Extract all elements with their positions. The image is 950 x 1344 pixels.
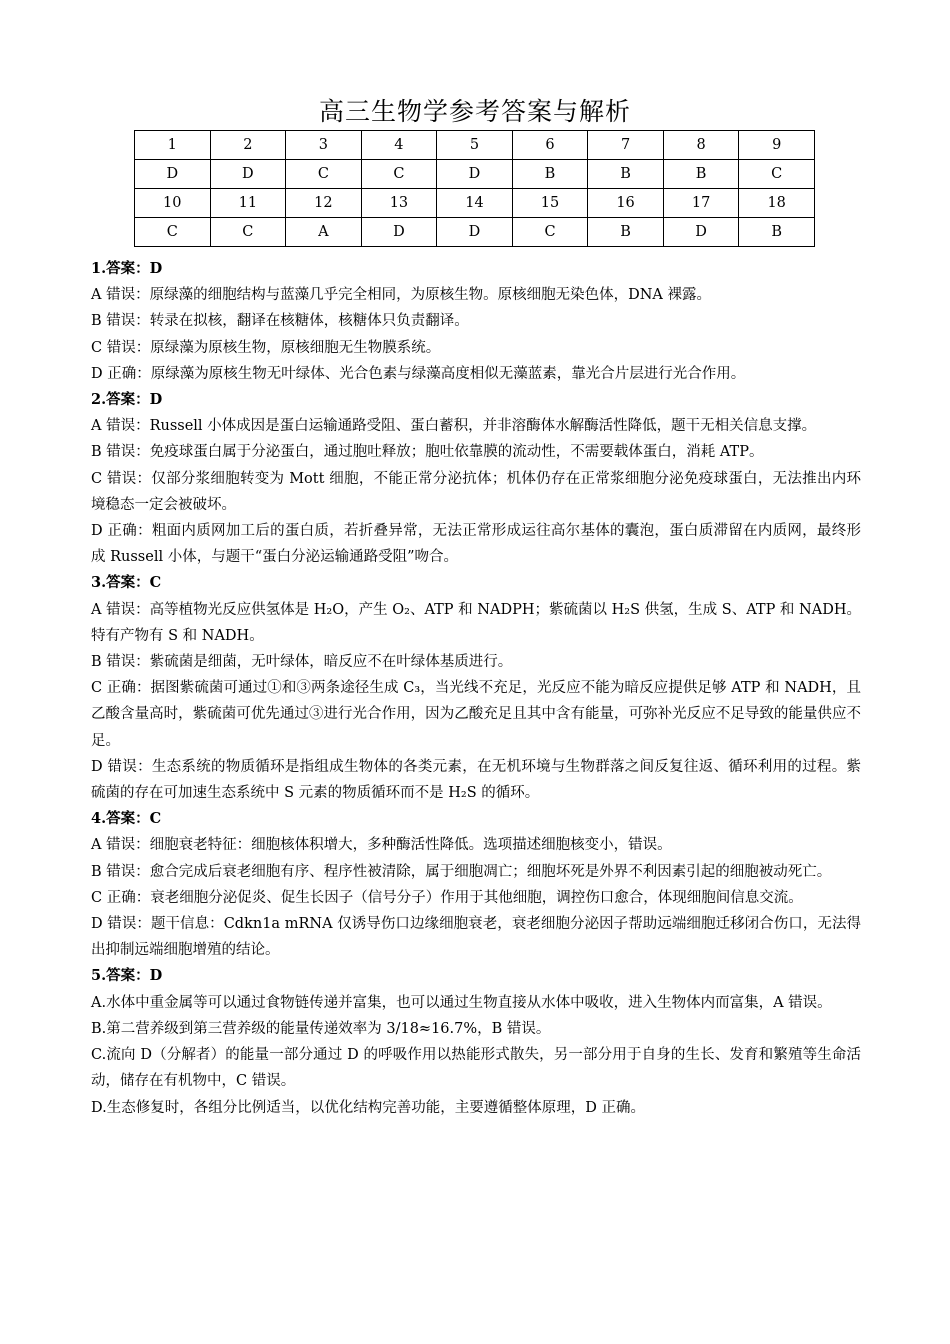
answer-cell: B [588,218,664,247]
question-number-cell: 11 [210,189,286,218]
explanation-line: D 正确：粗面内质网加工后的蛋白质，若折叠异常，无法正常形成运往高尔基体的囊泡，蛋白质滞留在内质网，最终形成 Russell 小体，与题干“蛋白分泌运输通路受阻”吻合。 [91,523,861,566]
question-number-cell: 2 [210,131,286,160]
answer-table [134,130,815,247]
question-number-row [135,131,815,160]
explanations [91,256,861,1121]
explanation-line: D.生态修复时，各组分比例适当，以优化结构完善功能，主要遵循整体原理，D 正确。 [91,1099,645,1116]
question-number-cell: 15 [512,189,588,218]
question-number-cell: 13 [361,189,437,218]
explanation-line: D 错误：题干信息：Cdkn1a mRNA 仅诱导伤口边缘细胞衰老，衰老细胞分泌因子帮助远端细胞迁移闭合伤口，无法得出抑制远端细胞增殖的结论。 [91,916,861,959]
question-number-cell: 12 [286,189,362,218]
question-heading: 3.答案：C [91,574,162,592]
question-number-cell: 4 [361,131,437,160]
answer-cell: D [663,218,739,247]
explanation-line: B.第二营养级到第三营养级的能量传递效率为 3/18≈16.7%，B 错误。 [91,1020,551,1037]
explanation-line: A.水体中重金属等可以通过食物链传递并富集，也可以通过生物直接从水体中吸收，进入生物体内而富集，A 错误。 [91,994,832,1011]
explanation-line: B 错误：紫硫菌是细菌，无叶绿体，暗反应不在叶绿体基质进行。 [91,654,513,671]
explanation-line: D 正确：原绿藻为原核生物无叶绿体、光合色素与绿藻高度相似无藻蓝素，靠光合片层进行光合作用。 [91,365,746,382]
answer-cell: C [739,160,815,189]
question-heading: 2.答案：D [91,391,163,409]
question-heading: 5.答案：D [91,967,163,985]
question-number-cell: 10 [135,189,211,218]
explanation-line: B 错误：愈合完成后衰老细胞有序、程序性被清除，属于细胞凋亡；细胞坏死是外界不利因素引起的细胞被动死亡。 [91,863,832,880]
explanation-line: A 错误：原绿藻的细胞结构与蓝藻几乎完全相同，为原核生物。原核细胞无染色体，DNA 裸露。 [91,287,711,304]
question-number-cell: 3 [286,131,362,160]
explanation-line: B 错误：免疫球蛋白属于分泌蛋白，通过胞吐释放；胞吐依靠膜的流动性，不需要载体蛋白，消耗 ATP。 [91,444,764,461]
explanation-line: C 正确：衰老细胞分泌促炎、促生长因子（信号分子）作用于其他细胞，调控伤口愈合，体现细胞间信息交流。 [91,889,803,906]
question-number-cell: 17 [663,189,739,218]
explanation-line: B 错误：转录在拟核，翻译在核糖体，核糖体只负责翻译。 [91,313,469,330]
answer-cell: B [663,160,739,189]
explanation-line: A 错误：细胞衰老特征：细胞核体积增大，多种酶活性降低。选项描述细胞核变小，错误。 [91,837,672,854]
answer-row [135,160,815,189]
answer-cell: B [739,218,815,247]
explanation-line: C 错误：原绿藻为原核生物，原核细胞无生物膜系统。 [91,339,441,356]
question-number-cell: 14 [437,189,513,218]
explanation-line: C 错误：仅部分浆细胞转变为 Mott 细胞，不能正常分泌抗体；机体仍存在正常浆细胞分泌免疫球蛋白，无法推出内环境稳态一定会被破坏。 [91,470,861,513]
explanation-line: D 错误：生态系统的物质循环是指组成生物体的各类元素，在无机环境与生物群落之间反复往返、循环利用的过程。紫硫菌的存在可加速生态系统中 S 元素的物质循环而不是 H₂S 的循环。 [91,758,861,802]
question-number-cell: 7 [588,131,664,160]
answer-cell: A [286,218,362,247]
answer-cell: D [361,218,437,247]
answer-cell: C [286,160,362,189]
answer-cell: C [361,160,437,189]
question-number-cell: 16 [588,189,664,218]
explanation-line: A 错误：Russell 小体成因是蛋白运输通路受阻、蛋白蓄积，并非溶酶体水解酶活性降低，题干无相关信息支撑。 [91,418,817,435]
answer-cell: B [512,160,588,189]
question-heading: 4.答案：C [91,810,162,828]
answer-cell: D [437,218,513,247]
document-title: 高三生物学参考答案与解析 [318,97,631,126]
answer-cell: D [210,160,286,189]
answer-cell: B [588,160,664,189]
question-number-cell: 18 [739,189,815,218]
answer-cell: D [437,160,513,189]
answer-cell: C [135,218,211,247]
answer-table-body [135,131,815,247]
explanation-line: A 错误：高等植物光反应供氢体是 H₂O，产生 O₂、ATP 和 NADPH；紫硫菌以 H₂S 供氢，生成 S、ATP 和 NADH。特有产物有 S 和 NADH。 [91,601,861,644]
answer-cell: C [210,218,286,247]
question-number-cell: 1 [135,131,211,160]
question-number-row [135,189,815,218]
question-number-cell: 8 [663,131,739,160]
question-number-cell: 9 [739,131,815,160]
answer-cell: D [135,160,211,189]
explanation-line: C 正确：据图紫硫菌可通过①和③两条途径生成 C₃，当光线不充足，光反应不能为暗反应提供足够 ATP 和 NADH，且乙酸含量高时，紫硫菌可优先通过③进行光合作用，因为乙酸充足且其中含有能量，可弥补光反应不足导致的能量供应不足。 [91,680,861,749]
question-number-cell: 5 [437,131,513,160]
question-number-cell: 6 [512,131,588,160]
explanation-line: C.流向 D（分解者）的能量一部分通过 D 的呼吸作用以热能形式散失，另一部分用于自身的生长、发育和繁殖等生命活动，储存在有机物中，C 错误。 [91,1047,861,1090]
answer-row [135,218,815,247]
answer-cell: C [512,218,588,247]
question-heading: 1.答案：D [91,260,163,277]
